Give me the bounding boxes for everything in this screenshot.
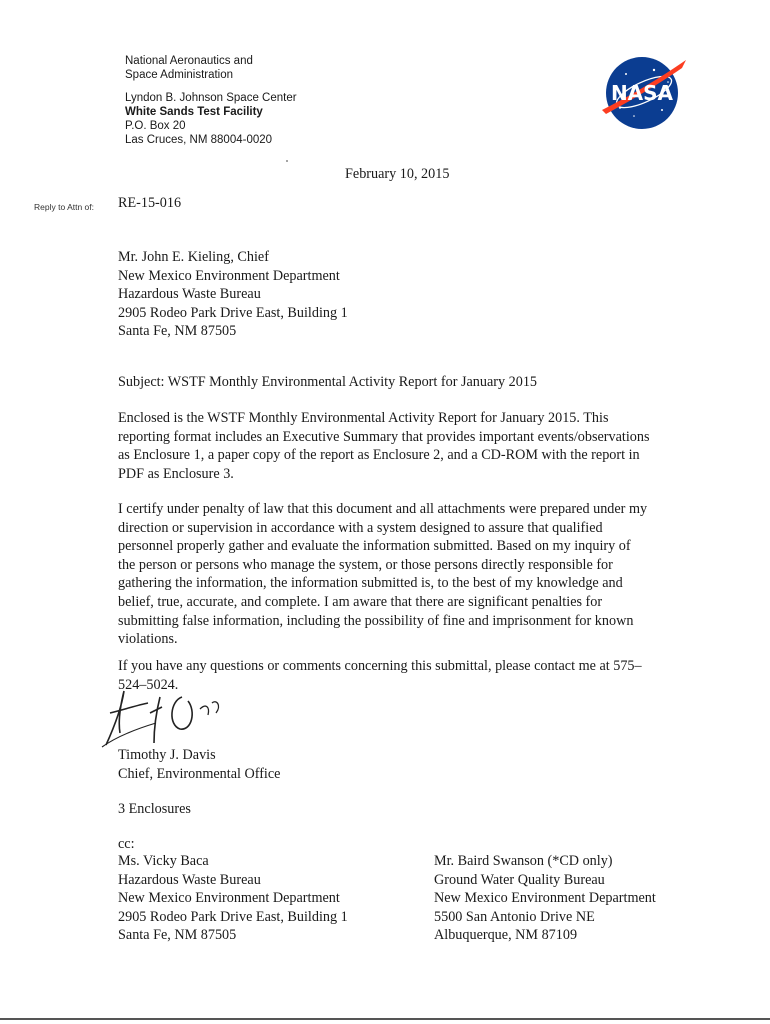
cc-line: Ms. Vicky Baca bbox=[118, 853, 209, 869]
recipient-department: New Mexico Environment Department bbox=[118, 267, 340, 284]
paragraph-line: PDF as Enclosure 3. bbox=[118, 465, 234, 482]
cc-line: 2905 Rodeo Park Drive East, Building 1 bbox=[118, 908, 348, 925]
paragraph-line: Enclosed is the WSTF Monthly Environmental Activity Report for January 2015. This bbox=[118, 410, 609, 426]
paragraph-line: I certify under penalty of law that this document and all attachments were prepared under my bbox=[118, 501, 648, 517]
paragraph-line: If you have any questions or comments concerning this submittal, please contact me at 575– bbox=[118, 658, 642, 674]
paragraph-line: personnel properly gather and evaluate the information submitted. Based on my inquiry of bbox=[118, 538, 631, 555]
paragraph-line: belief, true, accurate, and complete. I am aware that there are significant penalties for bbox=[118, 593, 603, 610]
paragraph-line: direction or supervision in accordance with a system designed to assure that qualified bbox=[118, 519, 603, 536]
paragraph-line: reporting format includes an Executive Summary that provides important events/observations bbox=[118, 428, 650, 445]
cc-recipient-left bbox=[118, 852, 348, 945]
enclosures-note: 3 Enclosures bbox=[118, 801, 191, 817]
recipient-bureau: Hazardous Waste Bureau bbox=[118, 286, 261, 303]
nasa-logo-text: NASA bbox=[610, 81, 674, 105]
cc-line: Hazardous Waste Bureau bbox=[118, 871, 261, 888]
cc-label: cc: bbox=[118, 836, 135, 852]
paragraph-line: violations. bbox=[118, 631, 178, 648]
facility-name: White Sands Test Facility bbox=[125, 106, 263, 118]
page-bottom-rule bbox=[0, 1018, 770, 1020]
nasa-logo bbox=[596, 52, 688, 132]
recipient-city: Santa Fe, NM 87505 bbox=[118, 323, 237, 340]
reference-number: RE-15-016 bbox=[118, 195, 182, 211]
cc-line: New Mexico Environment Department bbox=[434, 890, 656, 907]
agency-name-line2: Space Administration bbox=[125, 69, 234, 81]
center-name: Lyndon B. Johnson Space Center bbox=[125, 92, 297, 104]
body-paragraph-2 bbox=[118, 500, 678, 649]
recipient-street: 2905 Rodeo Park Drive East, Building 1 bbox=[118, 304, 348, 321]
cc-line: Mr. Baird Swanson (*CD only) bbox=[434, 853, 613, 869]
subject-line: Subject: WSTF Monthly Environmental Activity Report for January 2015 bbox=[118, 374, 538, 390]
paragraph-line: 524–5024. bbox=[118, 676, 179, 693]
paragraph-line: submitting false information, including the possibility of fine and imprisonment for known bbox=[118, 612, 634, 629]
cc-line: Santa Fe, NM 87505 bbox=[118, 927, 237, 944]
body-paragraph-1 bbox=[118, 409, 678, 483]
handwritten-signature bbox=[96, 683, 236, 753]
letterhead bbox=[125, 54, 297, 147]
signer-title: Chief, Environmental Office bbox=[118, 765, 281, 782]
recipient-name: Mr. John E. Kieling, Chief bbox=[118, 249, 269, 265]
signer-name: Timothy J. Davis bbox=[118, 747, 216, 763]
cc-line: Albuquerque, NM 87109 bbox=[434, 927, 578, 944]
paragraph-line: gathering the information, the information submitted is, to the best of my knowledge and bbox=[118, 575, 623, 592]
cc-recipient-right bbox=[434, 852, 656, 945]
agency-name-line1: National Aeronautics and bbox=[125, 55, 253, 67]
paragraph-line: as Enclosure 1, a paper copy of the report as Enclosure 2, and a CD-ROM with the report in bbox=[118, 447, 640, 464]
recipient-address bbox=[118, 248, 348, 341]
cc-line: Ground Water Quality Bureau bbox=[434, 871, 605, 888]
cc-line: New Mexico Environment Department bbox=[118, 890, 340, 907]
scan-speck bbox=[286, 160, 288, 162]
signature-block bbox=[118, 746, 280, 783]
paragraph-line: the person or persons who manage the system, or those persons directly responsible for bbox=[118, 556, 613, 573]
letter-date: February 10, 2015 bbox=[345, 166, 450, 182]
city-zip: Las Cruces, NM 88004-0020 bbox=[125, 134, 273, 146]
reply-to-label: Reply to Attn of: bbox=[34, 202, 95, 212]
cc-line: 5500 San Antonio Drive NE bbox=[434, 908, 595, 925]
po-box: P.O. Box 20 bbox=[125, 120, 186, 132]
